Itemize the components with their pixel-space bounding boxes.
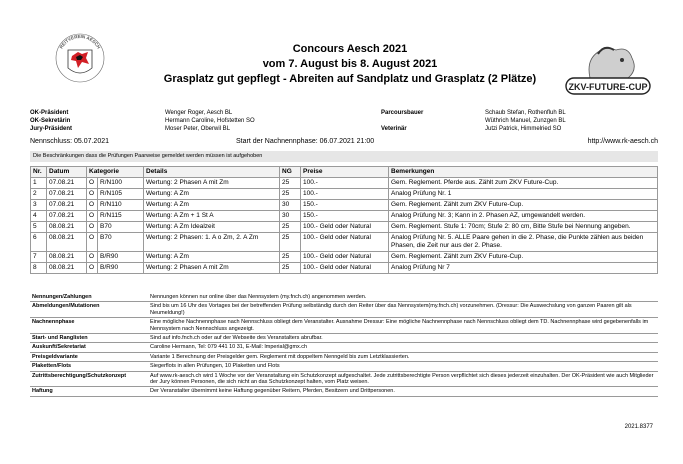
official-name: Moser Peter, Oberwil BL [165, 126, 231, 132]
cell-category: R/N110 [98, 200, 144, 211]
cell-remarks: Gem. Reglement. Stufe 1: 70cm; Stufe 2: 80 cm, Bitte Stufe bei Nennung angeben. [389, 222, 658, 233]
cell-remarks: Analog Prüfung Nr 7 [389, 263, 658, 274]
table-row [31, 178, 658, 189]
official-role: OK-Sekretärin [30, 118, 71, 124]
info-text: Der Veranstalter übernimmt keine Haftung gegenüber Reitern, Pferden, Besitzern und Drittpersonen. [148, 387, 658, 396]
cell-o: O [87, 211, 98, 222]
info-text: Caroline Hermann, Tel: 079 441 10 31, E-Mail: lmperial@gmx.ch [148, 343, 658, 352]
table-row [31, 263, 658, 274]
cell-o: O [87, 200, 98, 211]
cell-nr: 5 [31, 222, 47, 233]
cell-date: 07.08.21 [47, 200, 87, 211]
table-row [31, 211, 658, 222]
cell-category: R/N115 [98, 211, 144, 222]
cell-category: R/N105 [98, 189, 144, 200]
late-entry-start: Start der Nachnennphase: 06.07.2021 21:00 [236, 138, 375, 145]
cell-category: B/R90 [98, 263, 144, 274]
cell-prizes: 150.- [301, 200, 389, 211]
cell-prizes: 100.- Geld oder Natural [301, 252, 389, 263]
info-label: Zutrittsberechtigung/Schutzkonzept [30, 371, 148, 387]
cell-o: O [87, 178, 98, 189]
info-row [30, 293, 658, 302]
cell-details: Wertung: A Zm [144, 200, 280, 211]
info-text: Eine mögliche Nachnennphase nach Nennschluss obliegt dem Veranstalter. Ausnahme Dressur: Eine mögliche Nachnennphase nach Nennschluss obliegt dem TD. Nachnennphase wird gegebenenfalls im Nennsystem nach Nennschluss angezeigt. [148, 318, 658, 334]
cell-nr: 6 [31, 233, 47, 252]
cell-prizes: 100.- [301, 189, 389, 200]
cell-date: 07.08.21 [47, 178, 87, 189]
column-header: NG [280, 167, 301, 178]
cell-category: B70 [98, 222, 144, 233]
info-row [30, 318, 658, 334]
cell-remarks: Analog Prüfung Nr. 1 [389, 189, 658, 200]
info-row [30, 302, 658, 318]
event-dates: vom 7. August bis 8. August 2021 [262, 58, 438, 70]
info-row [30, 371, 658, 387]
info-label: Preisgeldvariante [30, 352, 148, 361]
info-label: Plaketten/Flots [30, 362, 148, 371]
cell-date: 08.08.21 [47, 222, 87, 233]
event-subtitle: Grasplatz gut gepflegt - Abreiten auf Sandplatz und Grasplatz (2 Plätze) [163, 73, 537, 85]
official-name: Jutzi Patrick, Himmelried SO [485, 126, 562, 132]
info-row [30, 343, 658, 352]
cell-nr: 8 [31, 263, 47, 274]
cell-details: Wertung: A Zm [144, 252, 280, 263]
column-header: Datum [47, 167, 87, 178]
column-header: Preise [301, 167, 389, 178]
cell-details: Wertung: A Zm [144, 189, 280, 200]
info-label: Abmeldungen/Mutationen [30, 302, 148, 318]
cell-ng: 25 [280, 252, 301, 263]
cell-o: O [87, 263, 98, 274]
table-row [31, 233, 658, 252]
table-row [31, 222, 658, 233]
column-header: Kategorie [87, 167, 144, 178]
officials-row [30, 109, 658, 117]
cell-ng: 30 [280, 200, 301, 211]
column-header: Details [144, 167, 280, 178]
svg-text:REITVEREIN AESCH [59, 34, 102, 50]
cell-prizes: 100.- Geld oder Natural [301, 222, 389, 233]
cell-prizes: 100.- Geld oder Natural [301, 263, 389, 274]
table-row [31, 189, 658, 200]
official-name: Hermann Caroline, Hofstetten SO [165, 118, 255, 124]
info-row [30, 352, 658, 361]
info-text: Variante 1 Berechnung der Preisgelder gem. Reglement mit doppeltem Nenngeld bis zum Letztklassierten. [148, 352, 658, 361]
cell-category: B70 [98, 233, 144, 252]
cell-nr: 1 [31, 178, 47, 189]
info-label: Nennungen/Zahlungen [30, 293, 148, 302]
cell-o: O [87, 252, 98, 263]
cell-category: R/N100 [98, 178, 144, 189]
document-number: 2021.8377 [624, 424, 653, 430]
cell-remarks: Gem. Reglement. Zählt zum ZKV Future-Cup. [389, 252, 658, 263]
event-title: Concours Aesch 2021 [292, 43, 408, 55]
official-role: OK-Präsident [30, 110, 69, 116]
cell-remarks: Analog Prüfung Nr. 3; Kann in 2. Phasen AZ, umgewandelt werden. [389, 211, 658, 222]
competition-table [30, 166, 658, 274]
info-text: Sind auf info.fnch.ch oder auf der Webseite des Veranstalters abrufbar. [148, 334, 658, 343]
entry-deadline: Nennschluss: 05.07.2021 [30, 138, 109, 145]
cell-date: 07.08.21 [47, 211, 87, 222]
cell-details: Wertung: 2 Phasen A mit Zm [144, 178, 280, 189]
cell-remarks: Gem. Reglement. Zählt zum ZKV Future-Cup. [389, 200, 658, 211]
official-role: Veterinär [381, 126, 407, 132]
cell-ng: 25 [280, 178, 301, 189]
info-text: Siegerflots in allen Prüfungen, 10 Plaketten und Flots [148, 362, 658, 371]
info-row [30, 387, 658, 396]
cell-category: B/R90 [98, 252, 144, 263]
cell-details: Wertung: 2 Phasen: 1. A o Zm, 2. A Zm [144, 233, 280, 252]
cell-date: 08.08.21 [47, 233, 87, 252]
cell-details: Wertung: 2 Phasen A mit Zm [144, 263, 280, 274]
cell-prizes: 100.- [301, 178, 389, 189]
website-link[interactable]: http://www.rk-aesch.ch [587, 138, 658, 145]
cell-ng: 25 [280, 263, 301, 274]
cell-nr: 2 [31, 189, 47, 200]
cell-ng: 25 [280, 222, 301, 233]
officials-row [30, 117, 658, 125]
cell-details: Wertung: A Zm Idealzeit [144, 222, 280, 233]
cell-o: O [87, 189, 98, 200]
info-row [30, 362, 658, 371]
cell-o: O [87, 233, 98, 252]
official-name: Wenger Roger, Aesch BL [165, 110, 233, 116]
cell-ng: 25 [280, 189, 301, 200]
info-row [30, 334, 658, 343]
official-name: Wüthrich Manuel, Zunzgen BL [485, 118, 566, 124]
official-name: Schaub Stefan, Rothenfluh BL [485, 110, 566, 116]
cell-nr: 4 [31, 211, 47, 222]
info-text: Auf www.rk-aesch.ch wird 1 Woche vor der Veranstaltung ein Schutzkonzept aufgeschaltet. Jede zutrittsberechtigte Person verpflichtet sich dieses jederzeit einzuhalten. Der OK-Präsident wie auch Mitglieder der Jury können Personen, die sich nicht an das Schutzkonzept halten, vom Platz weisen. [148, 371, 658, 387]
cell-date: 07.08.21 [47, 189, 87, 200]
officials-list [30, 109, 658, 133]
table-header-row [31, 167, 658, 178]
info-label: Auskunft/Sekretariat [30, 343, 148, 352]
official-role: Jury-Präsident [30, 126, 73, 132]
future-cup-logo [562, 40, 654, 98]
officials-row [30, 125, 658, 133]
cell-nr: 7 [31, 252, 47, 263]
notice-banner: Die Beschränkungen dass die Prüfungen Paarweise gemeldet werden müssen ist aufgehoben [30, 151, 658, 162]
info-text: Nennungen können nur online über das Nennsystem (my.fnch.ch) angenommen werden. [148, 293, 658, 302]
cell-o: O [87, 222, 98, 233]
cell-date: 08.08.21 [47, 252, 87, 263]
info-label: Nachnennphase [30, 318, 148, 334]
cell-remarks: Analog Prüfung Nr. 5. ALLE Paare gehen in die 2. Phase, die Punkte zählen aus beiden Phasen, die Zeit nur aus der 2. Phase. [389, 233, 658, 252]
info-label: Haftung [30, 387, 148, 396]
club-logo-text: REITVEREIN AESCH [58, 33, 102, 50]
column-header: Nr. [31, 167, 47, 178]
cell-prizes: 100.- Geld oder Natural [301, 233, 389, 252]
cell-ng: 25 [280, 233, 301, 252]
cell-details: Wertung: A Zm + 1 St A [144, 211, 280, 222]
header [150, 42, 550, 87]
cell-prizes: 150.- [301, 211, 389, 222]
cell-date: 08.08.21 [47, 263, 87, 274]
official-role: Parcoursbauer [381, 110, 424, 116]
meta-line [30, 138, 658, 148]
club-logo [52, 24, 108, 96]
info-label: Start- und Ranglisten [30, 334, 148, 343]
cell-nr: 3 [31, 200, 47, 211]
cell-ng: 30 [280, 211, 301, 222]
cell-remarks: Gem. Reglement. Pferde aus. Zählt zum ZKV Future-Cup. [389, 178, 658, 189]
column-header: Bemerkungen [389, 167, 658, 178]
table-row [31, 200, 658, 211]
future-cup-logo-text: ZKV-FUTURE-CUP [568, 82, 648, 92]
info-text: Sind bis um 16 Uhr des Vortages bei der betreffenden Prüfung selbständig durch den Reiter über das Nennsystem(my.fnch.ch) vorzunehmen. (Dressur: Die Auswechslung von ganzen Paaren gilt als Neumeldung!) [148, 302, 658, 318]
table-row [31, 252, 658, 263]
info-table [30, 293, 658, 397]
